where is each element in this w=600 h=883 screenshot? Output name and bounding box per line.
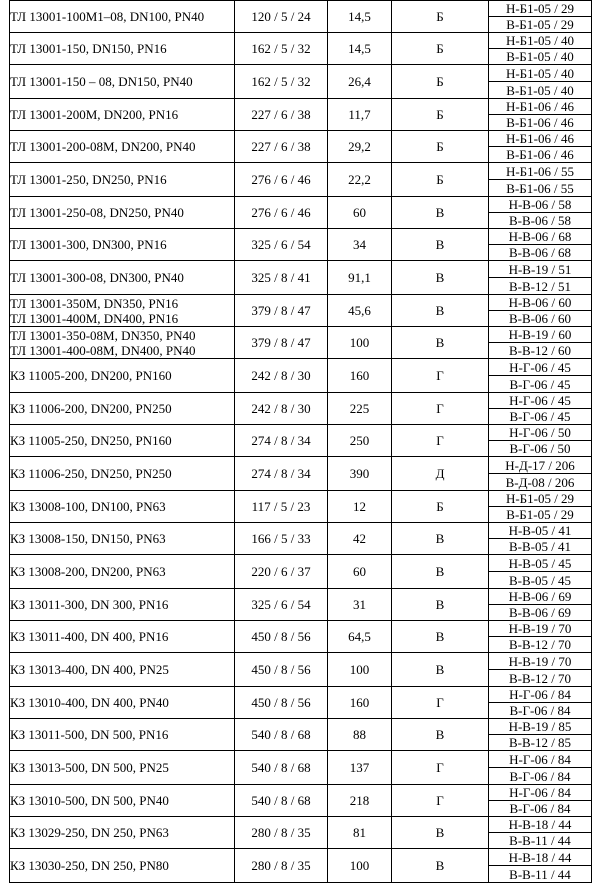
product-name: КЗ 13013-400, DN 400, PN25 [10, 662, 169, 677]
table-row [10, 589, 592, 605]
product-name-cell [10, 457, 235, 491]
weight-cell: 12 [328, 491, 392, 523]
code-upper-cell: Н-В-19 / 60 [489, 327, 592, 343]
table-row [10, 621, 592, 637]
product-name: КЗ 13008-150, DN150, PN63 [10, 531, 166, 546]
dimensions-cell: 540 / 8 / 68 [235, 719, 328, 751]
table-row [10, 425, 592, 441]
product-name-cell [10, 261, 235, 295]
dimensions-cell: 540 / 8 / 68 [235, 785, 328, 817]
weight-cell: 218 [328, 785, 392, 817]
dimensions-cell: 379 / 8 / 47 [235, 327, 328, 359]
code-lower-cell: В-Г-06 / 45 [489, 376, 592, 393]
class-cell: В [392, 817, 489, 849]
code-lower-cell: В-В-12 / 85 [489, 735, 592, 751]
class-cell: Б [392, 1, 489, 33]
code-upper-cell: Н-В-19 / 70 [489, 621, 592, 637]
product-name-cell [10, 197, 235, 229]
weight-cell: 26,4 [328, 65, 392, 99]
dimensions-cell: 227 / 6 / 38 [235, 99, 328, 131]
product-name: ТЛ 13001-400-08М, DN400, PN40 [10, 342, 196, 358]
code-upper-cell: Н-Г-06 / 45 [489, 359, 592, 376]
code-upper-cell: Н-В-05 / 45 [489, 555, 592, 572]
dimensions-cell: 540 / 8 / 68 [235, 751, 328, 785]
valve-spec-table [9, 0, 592, 883]
product-name: КЗ 11005-250, DN250, PN160 [10, 433, 172, 448]
dimensions-cell: 325 / 8 / 41 [235, 261, 328, 295]
dimensions-cell: 325 / 6 / 54 [235, 229, 328, 261]
table-row [10, 751, 592, 768]
product-name-cell [10, 359, 235, 393]
class-cell: Б [392, 163, 489, 197]
class-cell: В [392, 555, 489, 589]
dimensions-cell: 220 / 6 / 37 [235, 555, 328, 589]
table-row [10, 1, 592, 17]
product-name: КЗ 11006-250, DN250, PN250 [10, 466, 172, 481]
class-cell: В [392, 197, 489, 229]
class-cell: В [392, 295, 489, 327]
dimensions-cell: 162 / 5 / 32 [235, 65, 328, 99]
product-name-cell [10, 295, 235, 327]
product-name: ТЛ 13001-100М1–08, DN100, PN40 [10, 9, 205, 24]
table-row [10, 163, 592, 180]
table-row [10, 229, 592, 245]
dimensions-cell: 276 / 6 / 46 [235, 163, 328, 197]
dimensions-cell: 117 / 5 / 23 [235, 491, 328, 523]
code-lower-cell: В-В-05 / 41 [489, 539, 592, 555]
code-upper-cell: Н-В-06 / 60 [489, 295, 592, 311]
dimensions-cell: 166 / 5 / 33 [235, 523, 328, 555]
code-upper-cell: Н-В-19 / 70 [489, 653, 592, 670]
code-lower-cell: В-Г-06 / 84 [489, 768, 592, 785]
product-name-cell [10, 621, 235, 653]
table-row [10, 393, 592, 409]
dimensions-cell: 242 / 8 / 30 [235, 359, 328, 393]
weight-cell: 31 [328, 589, 392, 621]
code-upper-cell: Н-В-06 / 68 [489, 229, 592, 245]
product-name: ТЛ 13001-250, DN250, PN16 [10, 172, 167, 187]
code-upper-cell: Н-Б1-05 / 40 [489, 65, 592, 82]
class-cell: Г [392, 359, 489, 393]
code-upper-cell: Н-Г-06 / 84 [489, 687, 592, 703]
code-upper-cell: Н-Г-06 / 84 [489, 751, 592, 768]
dimensions-cell: 450 / 8 / 56 [235, 687, 328, 719]
code-lower-cell: В-В-06 / 68 [489, 245, 592, 261]
weight-cell: 22,2 [328, 163, 392, 197]
product-name-cell [10, 589, 235, 621]
code-lower-cell: В-Б1-05 / 29 [489, 17, 592, 33]
table-body [10, 1, 592, 883]
dimensions-cell: 274 / 8 / 34 [235, 425, 328, 457]
class-cell: Г [392, 751, 489, 785]
code-lower-cell: В-Б1-06 / 55 [489, 180, 592, 197]
code-upper-cell: Н-Б1-06 / 46 [489, 99, 592, 115]
weight-cell: 88 [328, 719, 392, 751]
weight-cell: 64,5 [328, 621, 392, 653]
product-name: КЗ 13008-200, DN200, PN63 [10, 564, 166, 579]
product-name-cell [10, 555, 235, 589]
product-name: КЗ 11005-200, DN200, PN160 [10, 368, 172, 383]
product-name: КЗ 13008-100, DN100, PN63 [10, 499, 166, 514]
dimensions-cell: 276 / 6 / 46 [235, 197, 328, 229]
table-row [10, 817, 592, 833]
code-upper-cell: Н-Д-17 / 206 [489, 457, 592, 474]
table-row [10, 65, 592, 82]
weight-cell: 250 [328, 425, 392, 457]
weight-cell: 45,6 [328, 295, 392, 327]
table-row [10, 261, 592, 278]
code-upper-cell: Н-Г-06 / 84 [489, 785, 592, 801]
table-row [10, 327, 592, 343]
product-name: КЗ 13010-500, DN 500, PN40 [10, 793, 169, 808]
code-upper-cell: Н-Б1-06 / 46 [489, 131, 592, 147]
product-name: ТЛ 13001-250-08, DN250, PN40 [10, 205, 184, 220]
table-row [10, 131, 592, 147]
product-name: ТЛ 13001-350-08М, DN350, PN40 [10, 327, 196, 343]
weight-cell: 100 [328, 327, 392, 359]
class-cell: Б [392, 491, 489, 523]
product-name: КЗ 13011-400, DN 400, PN16 [10, 629, 169, 644]
code-lower-cell: В-Б1-06 / 46 [489, 115, 592, 131]
product-name-cell [10, 163, 235, 197]
class-cell: В [392, 849, 489, 883]
class-cell: В [392, 523, 489, 555]
code-lower-cell: В-Б1-05 / 40 [489, 49, 592, 65]
dimensions-cell: 379 / 8 / 47 [235, 295, 328, 327]
weight-cell: 225 [328, 393, 392, 425]
class-cell: В [392, 621, 489, 653]
weight-cell: 100 [328, 653, 392, 687]
code-upper-cell: Н-Г-06 / 50 [489, 425, 592, 441]
class-cell: В [392, 261, 489, 295]
product-name: ТЛ 13001-200-08М, DN200, PN40 [10, 139, 196, 154]
code-upper-cell: Н-Б1-05 / 29 [489, 491, 592, 507]
dimensions-cell: 274 / 8 / 34 [235, 457, 328, 491]
class-cell: Б [392, 131, 489, 163]
class-cell: В [392, 589, 489, 621]
product-name: ТЛ 13001-400М, DN400, PN16 [10, 310, 179, 326]
weight-cell: 91,1 [328, 261, 392, 295]
product-name-cell [10, 785, 235, 817]
code-lower-cell: В-Г-06 / 50 [489, 441, 592, 457]
product-name-cell [10, 523, 235, 555]
class-cell: Г [392, 425, 489, 457]
code-lower-cell: В-Д-08 / 206 [489, 474, 592, 491]
dimensions-cell: 325 / 6 / 54 [235, 589, 328, 621]
code-lower-cell: В-Б1-05 / 40 [489, 82, 592, 99]
product-name-cell [10, 99, 235, 131]
code-lower-cell: В-В-06 / 58 [489, 213, 592, 229]
code-upper-cell: Н-Б1-06 / 55 [489, 163, 592, 180]
class-cell: Б [392, 33, 489, 65]
dimensions-cell: 242 / 8 / 30 [235, 393, 328, 425]
product-name-cell [10, 131, 235, 163]
code-upper-cell: Н-В-19 / 51 [489, 261, 592, 278]
product-name: ТЛ 13001-150, DN150, PN16 [10, 41, 167, 56]
weight-cell: 100 [328, 849, 392, 883]
code-lower-cell: В-В-05 / 45 [489, 572, 592, 589]
product-name-cell [10, 817, 235, 849]
code-lower-cell: В-Г-06 / 84 [489, 801, 592, 817]
product-name-cell [10, 229, 235, 261]
dimensions-cell: 227 / 6 / 38 [235, 131, 328, 163]
weight-cell: 34 [328, 229, 392, 261]
code-lower-cell: В-Б1-05 / 29 [489, 507, 592, 523]
weight-cell: 390 [328, 457, 392, 491]
table-row [10, 849, 592, 866]
product-name: ТЛ 13001-350М, DN350, PN16 [10, 295, 179, 311]
product-name: КЗ 13011-300, DN 300, PN16 [10, 597, 169, 612]
code-lower-cell: В-В-12 / 70 [489, 637, 592, 653]
weight-cell: 60 [328, 197, 392, 229]
product-name-cell [10, 33, 235, 65]
dimensions-cell: 280 / 8 / 35 [235, 849, 328, 883]
product-name-cell [10, 849, 235, 883]
code-upper-cell: Н-Г-06 / 45 [489, 393, 592, 409]
code-lower-cell: В-В-06 / 69 [489, 605, 592, 621]
code-upper-cell: Н-В-06 / 69 [489, 589, 592, 605]
product-name-cell [10, 1, 235, 33]
weight-cell: 160 [328, 687, 392, 719]
code-lower-cell: В-Г-06 / 45 [489, 409, 592, 425]
class-cell: В [392, 229, 489, 261]
table-row [10, 785, 592, 801]
weight-cell: 14,5 [328, 1, 392, 33]
product-name-cell [10, 491, 235, 523]
product-name: ТЛ 13001-300-08, DN300, PN40 [10, 270, 184, 285]
table-row [10, 523, 592, 539]
code-upper-cell: Н-В-18 / 44 [489, 817, 592, 833]
table-row [10, 653, 592, 670]
code-lower-cell: В-В-12 / 70 [489, 670, 592, 687]
code-upper-cell: Н-В-19 / 85 [489, 719, 592, 735]
code-lower-cell: В-В-11 / 44 [489, 866, 592, 883]
table-row [10, 295, 592, 311]
table-row [10, 491, 592, 507]
code-upper-cell: Н-В-18 / 44 [489, 849, 592, 866]
code-lower-cell: В-Б1-06 / 46 [489, 147, 592, 163]
dimensions-cell: 280 / 8 / 35 [235, 817, 328, 849]
product-name-cell [10, 719, 235, 751]
product-name-cell [10, 393, 235, 425]
product-name: КЗ 13013-500, DN 500, PN25 [10, 760, 169, 775]
class-cell: Б [392, 99, 489, 131]
dimensions-cell: 162 / 5 / 32 [235, 33, 328, 65]
code-upper-cell: Н-В-05 / 41 [489, 523, 592, 539]
class-cell: Б [392, 65, 489, 99]
code-lower-cell: В-В-06 / 60 [489, 311, 592, 327]
table-row [10, 99, 592, 115]
product-name-cell [10, 687, 235, 719]
weight-cell: 160 [328, 359, 392, 393]
class-cell: В [392, 653, 489, 687]
table-row [10, 33, 592, 49]
product-name: КЗ 13030-250, DN 250, PN80 [10, 858, 169, 873]
class-cell: Г [392, 785, 489, 817]
weight-cell: 11,7 [328, 99, 392, 131]
class-cell: В [392, 327, 489, 359]
table-row [10, 457, 592, 474]
product-name: ТЛ 13001-150 – 08, DN150, PN40 [10, 74, 193, 89]
class-cell: Г [392, 687, 489, 719]
product-name: КЗ 13010-400, DN 400, PN40 [10, 695, 169, 710]
dimensions-cell: 120 / 5 / 24 [235, 1, 328, 33]
dimensions-cell: 450 / 8 / 56 [235, 621, 328, 653]
table-row [10, 687, 592, 703]
weight-cell: 60 [328, 555, 392, 589]
table-row [10, 719, 592, 735]
product-name-cell [10, 425, 235, 457]
code-upper-cell: Н-Б1-05 / 40 [489, 33, 592, 49]
product-name-cell [10, 65, 235, 99]
code-upper-cell: Н-В-06 / 58 [489, 197, 592, 213]
product-name: КЗ 13011-500, DN 500, PN16 [10, 727, 169, 742]
weight-cell: 137 [328, 751, 392, 785]
class-cell: Д [392, 457, 489, 491]
weight-cell: 81 [328, 817, 392, 849]
code-lower-cell: В-В-12 / 51 [489, 278, 592, 295]
product-name: КЗ 13029-250, DN 250, PN63 [10, 825, 169, 840]
table-row [10, 555, 592, 572]
class-cell: В [392, 719, 489, 751]
table-row [10, 359, 592, 376]
code-lower-cell: В-В-11 / 44 [489, 833, 592, 849]
weight-cell: 42 [328, 523, 392, 555]
weight-cell: 14,5 [328, 33, 392, 65]
weight-cell: 29,2 [328, 131, 392, 163]
class-cell: Г [392, 393, 489, 425]
table-row [10, 197, 592, 213]
product-name-cell [10, 653, 235, 687]
product-name: КЗ 11006-200, DN200, PN250 [10, 401, 172, 416]
product-name: ТЛ 13001-200М, DN200, PN16 [10, 107, 179, 122]
code-lower-cell: В-В-12 / 60 [489, 343, 592, 359]
product-name-cell [10, 327, 235, 359]
product-name: ТЛ 13001-300, DN300, PN16 [10, 237, 167, 252]
dimensions-cell: 450 / 8 / 56 [235, 653, 328, 687]
code-lower-cell: В-Г-06 / 84 [489, 703, 592, 719]
product-name-cell [10, 751, 235, 785]
code-upper-cell: Н-Б1-05 / 29 [489, 1, 592, 17]
